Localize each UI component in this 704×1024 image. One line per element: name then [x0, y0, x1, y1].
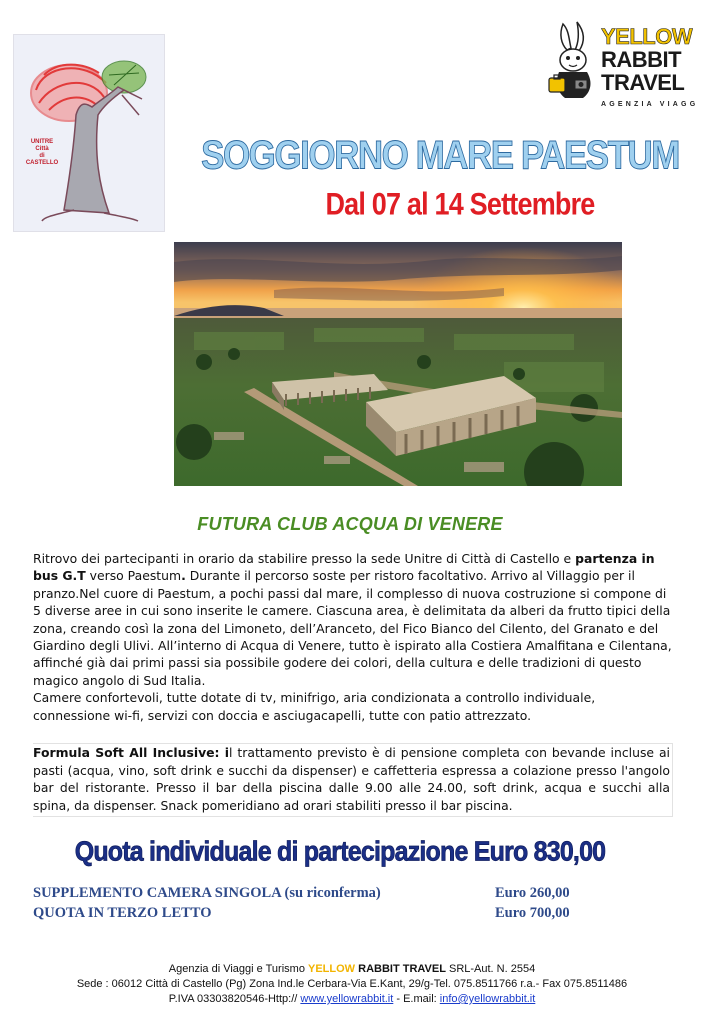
unitre-line: Città — [35, 146, 49, 152]
brand-word-yellow: YELLOW — [601, 24, 693, 49]
unitre-line: CASTELLO — [25, 160, 59, 166]
page-title: SOGGIORNO MARE PAESTUM — [201, 133, 679, 178]
bold-span: partenza in bus G.T — [33, 551, 655, 584]
formula-label: Formula Soft All Inclusive: i — [33, 745, 230, 760]
text-span: Ritrovo dei partecipanti in orario da stabilire presso la sede Unitre di Città di Castello e — [33, 551, 576, 566]
bold-span: . — [181, 568, 186, 584]
text-span: - E.mail: — [393, 993, 440, 1005]
brand-yellow: YELLOW — [308, 963, 356, 975]
text-span: P.IVA 03303820546-Http:// — [168, 993, 301, 1005]
description — [33, 550, 673, 724]
description-paragraph-2: Camere confortevoli, tutte dotate di tv, minifrigo, aria condizionata a controllo individuale, connessione wi-fi, servizi con doccia e asciugacapelli, tutte con patio attrezzato. — [33, 690, 596, 723]
description-paragraph-1 — [33, 550, 673, 689]
supplement-label: SUPPLEMENTO CAMERA SINGOLA (su riconferma) — [33, 885, 381, 901]
supplement-amount: Euro 700,00 — [495, 905, 570, 921]
supplement-amount: Euro 260,00 — [495, 885, 570, 901]
brand-subtitle: AGENZIA VIAGG — [601, 101, 699, 108]
tree-illustration — [14, 35, 164, 231]
temples-landscape-image — [174, 242, 622, 486]
unitre-line: di — [39, 153, 45, 159]
price-banner: Quota individuale di partecipazione Euro 830,00 — [74, 836, 606, 868]
formula-box — [33, 743, 673, 817]
supplement-row — [33, 885, 593, 902]
unitre-logo — [13, 34, 165, 232]
paestum-photo — [174, 242, 622, 486]
website-link[interactable]: www.yellowrabbit.it — [300, 993, 394, 1005]
text-span: verso Paestum — [85, 568, 182, 584]
trip-dates: Dal 07 al 14 Settembre — [325, 187, 595, 222]
text-span: Agenzia di Viaggi e Turismo — [168, 963, 308, 975]
footer-line-address: Sede : 06012 Città di Castello (Pg) Zona Ind.le Cerbara-Via E.Kant, 29/g-Tel. 075.8511766 r.a.- Fax 075.8511486 — [76, 978, 628, 990]
brand-name: RABBIT TRAVEL — [358, 963, 446, 975]
unitre-line: UNITRE — [30, 139, 54, 145]
text-span: Durante il percorso soste per ristoro facoltativo. Arrivo al Villaggio per il pranzo.Nel cuore di Paestum, a pochi passi dal mare, il complesso di nuova costruzione si compone di 5 diverse aree in cui sono inserite le camere. Ciascuna area, è delimitata da alberi da frutto tipici della zona, creando così la zona del Limoneto, dell’Aranceto, del Fico Bianco del Cilento, del Granato e del Giardino degli Ulivi. All’interno di Acqua di Venere, tutto è ispirato alla Costiera Amalfitana e Cilentana, affinché già dai primi passi sia possibile godere dei colori, della cultura e delle tradizioni di questo magico angolo di Sud Italia. — [33, 568, 672, 688]
text-span: SRL-Aut. N. 2554 — [445, 963, 536, 975]
formula-text: l trattamento previsto è di pensione completa con bevande incluse ai pasti (acqua, vino, soft drink e succhi da dispenser) e caffetteria espressa a colazione presso l'angolo bar del ristorante. Presso il bar della piscina dalle 9.00 alle 24.00, soft drink, acqua e succhi alla spina, da dispenser. Snack pomeridiano ad orari stabiliti presso il bar piscina. — [33, 745, 670, 813]
supplement-row — [33, 905, 593, 922]
footer-line-contacts — [0, 992, 704, 1007]
unitre-label — [22, 139, 62, 167]
yellow-rabbit-logo — [545, 18, 704, 118]
brand-word-rabbit: RABBIT — [601, 47, 682, 72]
rabbit-icon — [545, 20, 603, 102]
hotel-title: FUTURA CLUB ACQUA DI VENERE — [197, 514, 503, 534]
footer-line-agency — [0, 962, 704, 977]
email-link[interactable]: info@yellowrabbit.it — [439, 993, 536, 1005]
footer — [0, 962, 704, 1007]
supplement-label: QUOTA IN TERZO LETTO — [33, 905, 212, 921]
brand-word-travel: TRAVEL — [601, 70, 685, 95]
